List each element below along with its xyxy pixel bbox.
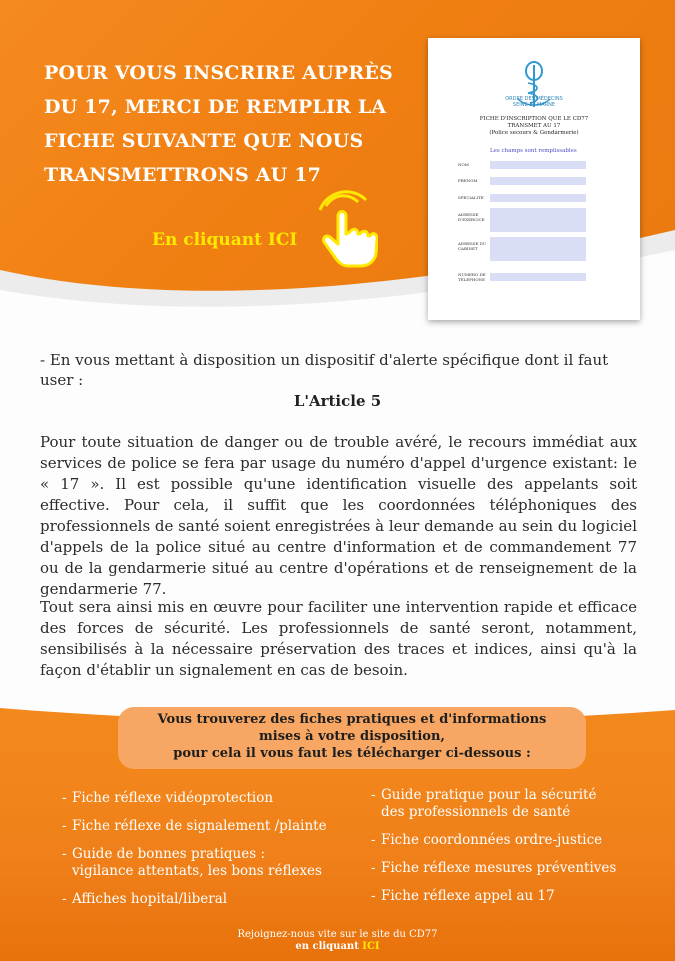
form-field-prenom: [490, 177, 586, 185]
callout-line: mises à votre disposition,: [259, 729, 445, 744]
download-item[interactable]: [62, 790, 362, 807]
download-item[interactable]: [371, 832, 651, 849]
intro-text: - En vous mettant à disposition un dispositif d'alerte spécifique dont il faut user :: [40, 351, 609, 389]
form-title-line: (Police secours & Gendarmerie): [489, 130, 579, 136]
download-link-ordre-justice[interactable]: Fiche coordonnées ordre-justice: [381, 832, 603, 848]
download-link-affiches[interactable]: Affiches hopital/liberal: [72, 891, 228, 907]
download-link-videoprotection[interactable]: Fiche réflexe vidéoprotection: [72, 790, 274, 806]
form-field-specialite: [490, 194, 586, 202]
footer-cta: [0, 941, 675, 953]
form-title-line: TRANSMET AU 17: [507, 123, 561, 129]
form-field-telephone: [490, 273, 586, 281]
downloads-callout-text: [118, 711, 586, 762]
register-link[interactable]: En cliquant ICI: [152, 230, 298, 250]
form-title-line: FICHE D'INSCRIPTION QUE LE CD77: [479, 116, 589, 122]
download-link-appel-17[interactable]: Fiche réflexe appel au 17: [381, 888, 555, 904]
footer-cta-link[interactable]: ICI: [362, 941, 380, 952]
form-title: [428, 116, 640, 137]
form-field-nom: [490, 161, 586, 169]
download-item[interactable]: [62, 846, 322, 880]
article-paragraph-1: Pour toute situation de danger ou de trouble avéré, le recours immédiat aux services de police se fera par usage du numéro d'appel d'urgence existant: le « 17 ». Il est possible qu'une identification visuelle des appelants soit effective. Pour cela, il suffit que les coordonnées téléphoniques des professionnels de santé soient enregistrées à leur demande au sein du logiciel d'appels de la police situé au centre d'information et de commandement 77 ou de la gendarmerie situé au centre d'opérations et de renseignement de la gendarmerie 77.: [40, 433, 637, 598]
download-item[interactable]: [371, 860, 651, 877]
article-paragraph-2: Tout sera ainsi mis en œuvre pour faciliter une intervention rapide et efficace des forces de sécurité. Les professionnels de santé seront, notamment, sensibilisés à la nécessaire préservation des traces et indices, ainsi qu'à la façon d'établir un signalement en cas de besoin.: [40, 598, 637, 679]
form-label-adresse-cabinet: ADRESSE DU CABINET: [458, 241, 487, 251]
download-item[interactable]: [62, 818, 362, 835]
form-field-adresse-exercice: [490, 208, 586, 232]
callout-line: pour cela il vous faut les télécharger ci-dessous :: [173, 746, 531, 761]
article-title: L'Article 5: [293, 392, 382, 410]
pointing-hand-icon[interactable]: [316, 190, 378, 268]
download-link-guide-attentats[interactable]: Guide de bonnes pratiques : vigilance attentats, les bons réflexes: [72, 846, 322, 879]
form-label-nom: NOM: [458, 162, 469, 167]
downloads-list-right: [371, 787, 651, 905]
order-of-physicians-logo-icon: [512, 46, 556, 126]
form-org-sub: SEINE-ET-MARNE: [512, 102, 556, 108]
download-link-signalement[interactable]: Fiche réflexe de signalement /plainte: [72, 818, 327, 834]
download-link-guide-securite[interactable]: Guide pratique pour la sécurité des professionnels de santé: [381, 787, 597, 820]
registration-form-preview[interactable]: [428, 38, 640, 320]
form-label-telephone: NUMERO DE TELEPHONE: [458, 272, 486, 282]
form-label-prenom: PRENOM: [458, 178, 478, 183]
form-label-specialite: SPECIALITE: [458, 195, 484, 200]
form-note: Les champs sont remplissables: [490, 148, 577, 154]
footer: [0, 929, 675, 953]
download-link-mesures-preventives[interactable]: Fiche réflexe mesures préventives: [381, 860, 617, 876]
form-label-adresse-exercice: ADRESSE D'EXERCICE: [458, 212, 485, 222]
footer-text: Rejoignez-nous vite sur le site du CD77: [237, 929, 438, 940]
form-field-adresse-cabinet: [490, 237, 586, 261]
footer-cta-prefix: en cliquant: [295, 941, 359, 952]
download-item[interactable]: [371, 888, 651, 905]
downloads-list-left: [62, 790, 362, 908]
form-org-name: ORDRE DES MÉDECINS: [505, 96, 563, 102]
download-item[interactable]: [371, 787, 621, 821]
download-item[interactable]: [62, 891, 362, 908]
page-headline: POUR VOUS INSCRIRE AUPRÈS DU 17, MERCI DE REMPLIR LA FICHE SUIVANTE QUE NOUS TRANSMETTRONS AU 17: [44, 62, 393, 186]
callout-line: Vous trouverez des fiches pratiques et d'informations: [157, 712, 547, 727]
